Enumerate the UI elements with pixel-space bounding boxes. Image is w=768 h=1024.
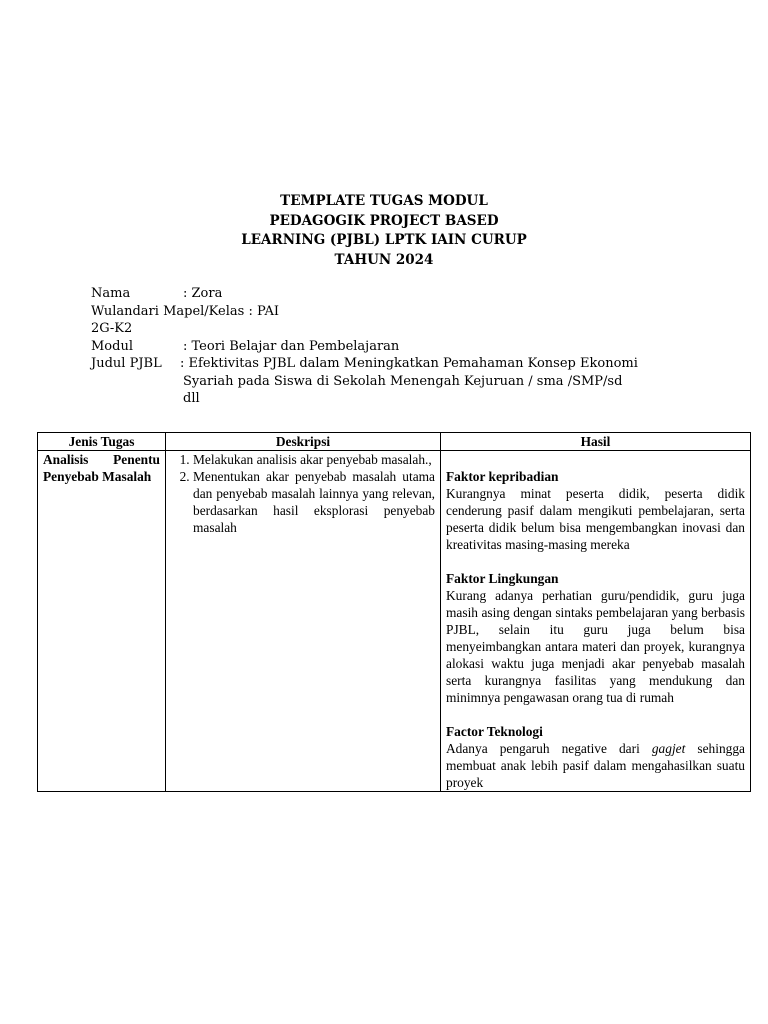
judul-label: Judul PJBL <box>91 356 162 371</box>
step-item-1: 1. Melakukan analisis akar penyebab masalah., <box>193 451 435 468</box>
result-body-emphasis: gagjet <box>651 741 686 756</box>
header-deskripsi: Deskripsi <box>166 433 441 451</box>
header-hasil: Hasil <box>441 433 751 451</box>
title-line-4: TAHUN 2024 <box>334 251 434 268</box>
result-title: Faktor kepribadian <box>446 469 559 484</box>
modul-row <box>91 338 671 356</box>
description-cell <box>166 451 441 792</box>
modul-value: : Teori Belajar dan Pembelajaran <box>183 338 400 354</box>
nama-value: : Zora <box>183 286 223 301</box>
document-title <box>0 192 768 270</box>
steps-list <box>171 451 435 536</box>
task-name-cell: Analisis Penentu Penyebab Masalah <box>38 451 166 792</box>
result-title: Faktor Lingkungan <box>446 571 559 586</box>
title-line-3: LEARNING (PJBL) LPTK IAIN CURUP <box>241 232 527 248</box>
step-item-2: 2. Menentukan akar penyebab masalah utama dan penyebab masalah lainnya yang relevan, berdasarkan hasil eksplorasi penyebab masalah <box>193 468 435 536</box>
result-body-pre: Adanya pengaruh negative dari <box>446 741 652 756</box>
result-body-post: sehingga membuat anak lebih pasif dalam mengahasilkan suatu proyek <box>446 741 745 790</box>
result-section-kepribadian <box>446 468 745 553</box>
title-line-1: TEMPLATE TUGAS MODUL <box>280 193 488 209</box>
kelas-row: 2G-K2 <box>91 321 133 336</box>
judul-row <box>91 355 671 373</box>
judul-continuation-2: dll <box>183 391 200 406</box>
title-line-2: PEDAGOGIK PROJECT BASED <box>269 212 499 229</box>
result-title: Factor Teknologi <box>446 724 543 739</box>
header-jenis-tugas: Jenis Tugas <box>38 433 166 451</box>
table-row <box>38 451 751 792</box>
mapel-row: Wulandari Mapel/Kelas : PAI <box>91 303 280 319</box>
task-table <box>37 432 751 792</box>
judul-continuation-1: Syariah pada Siswa di Sekolah Menengah Kejuruan / sma /SMP/sd <box>183 373 623 389</box>
identity-block <box>91 285 671 408</box>
result-body <box>446 740 745 791</box>
nama-row <box>91 285 671 303</box>
result-cell <box>441 451 751 792</box>
result-section-lingkungan <box>446 570 745 706</box>
judul-value: : Efektivitas PJBL dalam Meningkatkan Pemahaman Konsep Ekonomi <box>180 356 638 371</box>
table-header-row <box>38 433 751 451</box>
result-section-teknologi <box>446 723 745 791</box>
modul-label: Modul <box>91 338 133 354</box>
nama-label: Nama <box>91 286 131 301</box>
result-body: Kurangnya minat peserta didik, peserta didik cenderung pasif dalam mengikuti pembelajaran, serta peserta didik belum bisa mengembangkan inovasi dan kreativitas masing-masing mereka <box>446 486 745 552</box>
result-body: Kurang adanya perhatian guru/pendidik, guru juga masih asing dengan sintaks pembelajaran yang berbasis PJBL, selain itu guru juga belum bisa menyeimbangkan antara materi dan proyek, kurangnya alokasi waktu juga menjadi akar penyebab masalah serta kurangnya fasilitas yang mendukung dan minimnya pengawasan orang tua di rumah <box>446 588 745 705</box>
